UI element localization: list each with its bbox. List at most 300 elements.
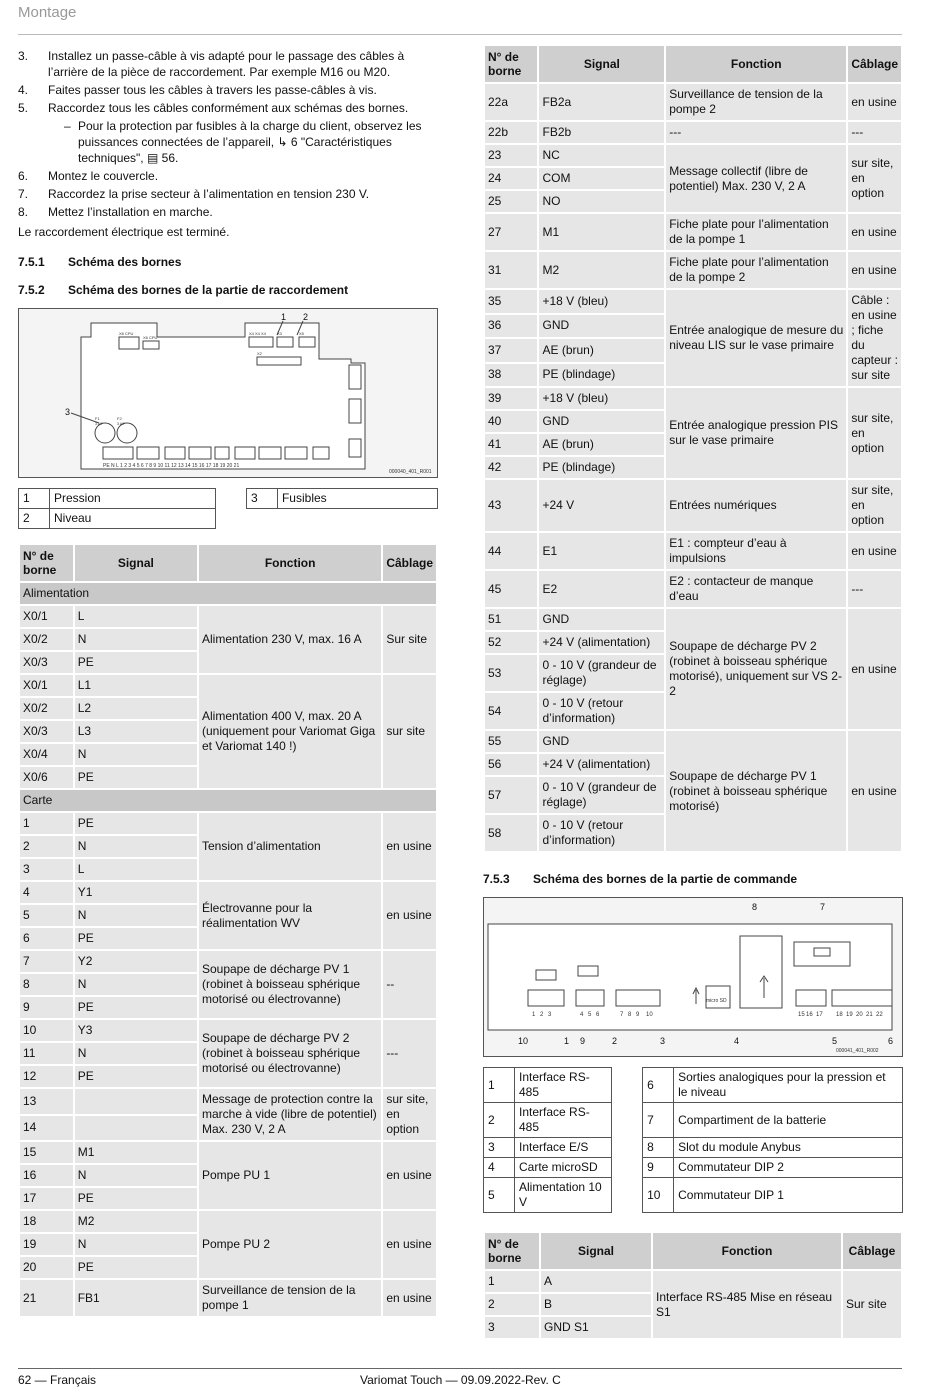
legend-gap — [215, 509, 246, 529]
table-row — [20, 1211, 436, 1232]
step-item — [18, 168, 438, 184]
signal: GND S1 — [541, 1317, 651, 1338]
wiring: en usine — [848, 609, 901, 729]
table-row — [485, 480, 901, 531]
terminal-number-label: 17 — [816, 1012, 823, 1018]
legend-number: Niveau — [50, 509, 216, 529]
wiring: en usine — [848, 252, 901, 288]
callout-1: 1 — [564, 1036, 570, 1046]
terminal-number-label: 20 — [856, 1012, 863, 1018]
terminal-number: 22b — [485, 122, 537, 143]
signal: PE — [75, 928, 197, 949]
table-row — [485, 731, 901, 752]
terminal-number-label: 8 — [628, 1012, 632, 1018]
step-item — [18, 48, 438, 80]
legend-gap — [612, 1178, 643, 1213]
header-borne: N° de borne — [485, 46, 537, 82]
function: Surveillance de tension de la pompe 1 — [199, 1280, 381, 1316]
legend-number: Interface RS-485 — [515, 1068, 612, 1103]
terminal-number: 1 — [20, 813, 73, 834]
wiring: --- — [848, 122, 901, 143]
signal: GND — [539, 411, 664, 432]
figure-code: 000040_401_R001 — [389, 469, 432, 475]
legend-number: 1 — [484, 1068, 515, 1103]
wiring: en usine — [383, 1142, 436, 1209]
wiring: en usine — [848, 84, 901, 120]
wiring: --- — [383, 1020, 436, 1087]
terminal-number: 10 — [20, 1020, 73, 1041]
header-cablage: Câblage — [843, 1233, 901, 1269]
signal: PE — [75, 997, 197, 1018]
table-row — [20, 882, 436, 903]
terminal-number: 18 — [20, 1211, 73, 1232]
signal — [75, 1116, 197, 1141]
terminal-number: 19 — [20, 1234, 73, 1255]
function: Électrovanne pour la réalimentation WV — [199, 882, 381, 949]
signal: GND — [539, 609, 664, 630]
done-text: Le raccordement électrique est terminé. — [18, 225, 230, 239]
table-row — [20, 675, 436, 696]
step-text: Installez un passe-câble à vis adapté pour le passage des câbles à l’arrière de la pièce de raccordement. Par exemple M16 ou M20. — [48, 49, 405, 79]
terminal-number-label: 4 — [580, 1012, 584, 1018]
function: Pompe PU 1 — [199, 1142, 381, 1209]
wiring: en usine — [848, 533, 901, 569]
terminal-number: 3 — [20, 859, 73, 880]
function: Soupape de décharge PV 1 (robinet à boisseau sphérique motorisé) — [666, 731, 846, 851]
table-row — [485, 1271, 901, 1292]
callout-2: 2 — [303, 312, 309, 322]
legend-label: Slot du module Anybus — [674, 1138, 903, 1158]
wiring: sur site, en option — [848, 145, 901, 212]
terminal-number: 55 — [485, 731, 537, 752]
table-row — [485, 609, 901, 630]
terminal-number: 25 — [485, 191, 537, 212]
signal: PE (blindage) — [539, 364, 664, 387]
terminal-number: 20 — [20, 1257, 73, 1278]
signal: L1 — [75, 675, 197, 696]
header-borne: N° de borne — [485, 1233, 539, 1269]
signal: AE (brun) — [539, 339, 664, 362]
legend-number: Interface E/S — [515, 1138, 612, 1158]
terminal-number: 2 — [20, 836, 73, 857]
terminal-number: 39 — [485, 388, 537, 409]
wiring: sur site, en option — [848, 480, 901, 531]
right-column — [483, 44, 903, 1340]
signal: N — [75, 629, 197, 650]
step-number: 3. — [18, 49, 29, 63]
function: E2 : contacteur de manque d’eau — [666, 571, 846, 607]
section-7-5-3: 7.5.3 Schéma des bornes de la partie de commande — [483, 872, 798, 886]
signal: +24 V — [539, 480, 664, 531]
signal: L2 — [75, 698, 197, 719]
signal: +18 V (bleu) — [539, 388, 664, 409]
function: Tension d’alimentation — [199, 813, 381, 880]
terminal-diagram-control — [483, 897, 903, 1057]
legend-gap — [612, 1103, 643, 1138]
terminal-table-connection — [18, 543, 438, 1318]
terminal-number: 23 — [485, 145, 537, 166]
terminal-number-label: 7 — [620, 1012, 624, 1018]
signal: PE — [75, 1066, 197, 1087]
signal: 0 - 10 V (grandeur de réglage) — [539, 655, 664, 691]
legend-number: Carte microSD — [515, 1158, 612, 1178]
function: Entrée analogique pression PIS sur le vase primaire — [666, 388, 846, 478]
terminal-number-label: 5 — [588, 1012, 592, 1018]
terminal-number: 17 — [20, 1188, 73, 1209]
step-item — [18, 204, 438, 220]
signal: Y3 — [75, 1020, 197, 1041]
signal: Y1 — [75, 882, 197, 903]
terminal-number: 52 — [485, 632, 537, 653]
table-row — [20, 1020, 436, 1041]
legend-label: Fusibles — [277, 489, 437, 509]
terminal-number: 6 — [20, 928, 73, 949]
chip-label: X6 CPU — [143, 335, 158, 340]
terminal-number: 36 — [485, 315, 537, 338]
terminal-number: 31 — [485, 252, 537, 288]
signal: +24 V (alimentation) — [539, 754, 664, 775]
signal: 0 - 10 V (retour d’information) — [539, 693, 664, 729]
signal: E2 — [539, 571, 664, 607]
terminal-number: X0/2 — [20, 698, 73, 719]
function: Soupape de décharge PV 2 (robinet à boisseau sphérique motorisé), uniquement sur VS 2-2 — [666, 609, 846, 729]
signal: PE — [75, 767, 197, 788]
terminal-number: 44 — [485, 533, 537, 569]
figure-code: 000041_401_R002 — [836, 1048, 879, 1054]
page-number: 62 — Français — [18, 1373, 97, 1387]
signal: PE (blindage) — [539, 457, 664, 478]
table-row — [20, 951, 436, 972]
signal: Y2 — [75, 951, 197, 972]
terminal-number: 43 — [485, 480, 537, 531]
terminal-number-label: 1 — [532, 1012, 536, 1018]
table-row — [20, 813, 436, 834]
terminal-number-label: 22 — [876, 1012, 883, 1018]
signal: FB1 — [75, 1280, 197, 1316]
table-row — [485, 84, 901, 120]
terminal-number: 35 — [485, 290, 537, 313]
signal: N — [75, 1234, 197, 1255]
terminal-number-label: 3 — [548, 1012, 552, 1018]
control-board-drawing — [484, 898, 902, 1056]
wiring: Câble : en usine ; fiche du capteur : sur site — [848, 290, 901, 386]
terminal-number: 16 — [20, 1165, 73, 1186]
header-signal: Signal — [539, 46, 664, 82]
terminal-number-label: 16 — [806, 1012, 813, 1018]
terminal-number: X0/3 — [20, 652, 73, 673]
signal: L3 — [75, 721, 197, 742]
chip-label: X3 — [277, 331, 282, 336]
wiring: --- — [848, 571, 901, 607]
function: Pompe PU 2 — [199, 1211, 381, 1278]
legend-number: 2 — [19, 509, 50, 529]
header-signal: Signal — [541, 1233, 651, 1269]
terminal-number: 45 — [485, 571, 537, 607]
signal: A — [541, 1271, 651, 1292]
step-number: 8. — [18, 205, 29, 219]
legend-label: Commutateur DIP 1 — [674, 1178, 903, 1213]
terminal-number: 56 — [485, 754, 537, 775]
chip-label: X2 — [257, 351, 262, 356]
wiring: Sur site — [383, 606, 436, 673]
signal: GND — [539, 315, 664, 338]
table-row — [485, 122, 901, 143]
terminal-number: 22a — [485, 84, 537, 120]
document-reference: Variomat Touch — 09.09.2022-Rev. C — [360, 1373, 561, 1387]
terminal-number: 8 — [20, 974, 73, 995]
signal: B — [541, 1294, 651, 1315]
terminal-number: 12 — [20, 1066, 73, 1087]
step-text: Raccordez tous les câbles conformément aux schémas des bornes. — [48, 101, 409, 115]
legend-number — [246, 509, 277, 529]
table-row — [485, 214, 901, 250]
terminal-number: 53 — [485, 655, 537, 691]
step-item — [18, 186, 438, 202]
chip-label: X5 — [299, 331, 304, 336]
legend-number: 9 — [643, 1158, 674, 1178]
signal: M2 — [75, 1211, 197, 1232]
signal: M2 — [539, 252, 664, 288]
step-text: Pour la protection par fusibles à la charge du client, observez les puissances connectées de l’appareil, ↳ 6 "Caractéristiques techniques", ▤ 56. — [78, 119, 422, 165]
function: Entrées numériques — [666, 480, 846, 531]
terminal-table-connection-continued — [483, 44, 903, 853]
terminal-number: 21 — [20, 1280, 73, 1316]
wiring: sur site — [383, 675, 436, 788]
terminal-number-label: 21 — [866, 1012, 873, 1018]
table-header-row — [485, 1233, 901, 1269]
function: Interface RS-485 Mise en réseau S1 — [653, 1271, 841, 1338]
step-number: 4. — [18, 83, 29, 97]
table-row — [485, 571, 901, 607]
steps-list — [18, 48, 438, 220]
terminal-number: 41 — [485, 434, 537, 455]
legend-number: 7 — [643, 1103, 674, 1138]
table-row — [20, 606, 436, 627]
terminal-number: 58 — [485, 815, 537, 851]
signal: +18 V (bleu) — [539, 290, 664, 313]
terminal-number: 5 — [20, 905, 73, 926]
wiring: en usine — [848, 731, 901, 851]
legend-number: 2 — [484, 1103, 515, 1138]
wiring: -- — [383, 951, 436, 1018]
section-7-5-1: 7.5.1 Schéma des bornes — [18, 255, 182, 269]
signal: L — [75, 859, 197, 880]
step-text: Faites passer tous les câbles à travers les passe-câbles à vis. — [48, 83, 377, 97]
chip-label: X6 CPU — [119, 331, 134, 336]
callout-8: 8 — [752, 902, 758, 912]
legend-number: 5 — [484, 1178, 515, 1213]
figure-legend-control — [483, 1067, 903, 1213]
header-fonction: Fonction — [653, 1233, 841, 1269]
terminal-number: 4 — [20, 882, 73, 903]
legend-label — [277, 509, 437, 529]
signal: +24 V (alimentation) — [539, 632, 664, 653]
terminal-number: 40 — [485, 411, 537, 432]
table-row — [20, 1280, 436, 1316]
function: Alimentation 400 V, max. 20 A (uniquement pour Variomat Giga et Variomat 140 !) — [199, 675, 381, 788]
terminal-number: 14 — [20, 1116, 73, 1141]
legend-label: Sorties analogiques pour la pression et le niveau — [674, 1068, 903, 1103]
group-title: Carte — [20, 790, 436, 811]
figure-legend-connection — [18, 488, 438, 529]
callout-5: 5 — [832, 1036, 838, 1046]
header-divider — [18, 34, 902, 35]
terminal-number: 11 — [20, 1043, 73, 1064]
header-signal: Signal — [75, 545, 197, 581]
table-header-row — [485, 46, 901, 82]
signal: COM — [539, 168, 664, 189]
function: Fiche plate pour l’alimentation de la pompe 2 — [666, 252, 846, 288]
legend-row — [484, 1103, 903, 1138]
wiring: en usine — [383, 1280, 436, 1316]
wiring: en usine — [383, 1211, 436, 1278]
function: --- — [666, 122, 846, 143]
header-cablage: Câblage — [383, 545, 436, 581]
group-row — [20, 583, 436, 604]
terminal-number-label: 18 — [836, 1012, 843, 1018]
group-title: Alimentation — [20, 583, 436, 604]
footer-divider — [18, 1368, 902, 1369]
chip-label: X4 X4 X4 — [249, 331, 266, 336]
terminal-number: 27 — [485, 214, 537, 250]
terminal-number: X0/4 — [20, 744, 73, 765]
terminal-number: X0/1 — [20, 675, 73, 696]
signal: PE — [75, 652, 197, 673]
legend-number: 3 — [246, 489, 277, 509]
page-header: Montage — [18, 4, 77, 21]
signal: PE — [75, 1188, 197, 1209]
step-number: 7. — [18, 187, 29, 201]
terminal-number-label: 9 — [636, 1012, 640, 1018]
table-row — [485, 388, 901, 409]
signal: AE (brun) — [539, 434, 664, 455]
legend-row — [484, 1178, 903, 1213]
function: Soupape de décharge PV 1 (robinet à boisseau sphérique motorisé ou électrovanne) — [199, 951, 381, 1018]
callout-2: 2 — [612, 1036, 618, 1046]
signal: NC — [539, 145, 664, 166]
legend-row — [19, 489, 438, 509]
signal: N — [75, 744, 197, 765]
terminal-number: 38 — [485, 364, 537, 387]
terminal-number: 3 — [485, 1317, 539, 1338]
step-text: Mettez l’installation en marche. — [48, 205, 213, 219]
legend-number: 3 — [484, 1138, 515, 1158]
table-row — [20, 1089, 436, 1114]
callout-4: 4 — [734, 1036, 740, 1046]
signal: PE — [75, 813, 197, 834]
signal: N — [75, 836, 197, 857]
table-row — [20, 1142, 436, 1163]
signal: E1 — [539, 533, 664, 569]
wiring: sur site, en option — [383, 1089, 436, 1140]
left-column — [18, 44, 438, 1318]
micro-sd-label: micro SD — [706, 998, 727, 1004]
group-row — [20, 790, 436, 811]
signal — [75, 1089, 197, 1114]
step-number: 6. — [18, 169, 29, 183]
signal: N — [75, 974, 197, 995]
function: Entrée analogique de mesure du niveau LIS sur le vase primaire — [666, 290, 846, 386]
terminal-number: 1 — [485, 1271, 539, 1292]
step-text: Raccordez la prise secteur à l’alimentation en tension 230 V. — [48, 187, 370, 201]
signal: PE — [75, 1257, 197, 1278]
terminal-number: 54 — [485, 693, 537, 729]
legend-row — [484, 1138, 903, 1158]
callout-10: 10 — [518, 1036, 529, 1046]
table-header-row — [20, 545, 436, 581]
legend-number: Alimentation 10 V — [515, 1178, 612, 1213]
terminal-number: 57 — [485, 777, 537, 813]
chip-label: F1 — [95, 416, 100, 421]
legend-gap — [215, 489, 246, 509]
legend-gap — [612, 1158, 643, 1178]
table-row — [485, 533, 901, 569]
signal: N — [75, 905, 197, 926]
header-borne: N° de borne — [20, 545, 73, 581]
table-row — [485, 145, 901, 166]
chip-label: 3 A/F — [117, 422, 126, 426]
terminal-diagram-connection — [18, 308, 438, 478]
wiring: en usine — [848, 214, 901, 250]
signal: 0 - 10 V (retour d’information) — [539, 815, 664, 851]
header-cablage: Câblage — [848, 46, 901, 82]
function: Alimentation 230 V, max. 16 A — [199, 606, 381, 673]
connection-board-drawing — [19, 309, 437, 477]
terminal-number-label: 19 — [846, 1012, 853, 1018]
legend-number: 1 — [19, 489, 50, 509]
legend-row — [19, 509, 438, 529]
terminal-number: 51 — [485, 609, 537, 630]
signal: GND — [539, 731, 664, 752]
terminal-number: X0/2 — [20, 629, 73, 650]
legend-number: 10 — [643, 1178, 674, 1213]
terminal-number: 15 — [20, 1142, 73, 1163]
legend-gap — [612, 1068, 643, 1103]
section-7-5-2: 7.5.2 Schéma des bornes de la partie de raccordement — [18, 283, 349, 297]
signal: 0 - 10 V (grandeur de réglage) — [539, 777, 664, 813]
signal: M1 — [539, 214, 664, 250]
wiring: sur site, en option — [848, 388, 901, 478]
function: Soupape de décharge PV 2 (robinet à boisseau sphérique motorisé ou électrovanne) — [199, 1020, 381, 1087]
step-item — [18, 82, 438, 98]
legend-number: 4 — [484, 1158, 515, 1178]
terminal-number: 9 — [20, 997, 73, 1018]
legend-number: 6 — [643, 1068, 674, 1103]
signal: FB2a — [539, 84, 664, 120]
terminal-number: 13 — [20, 1089, 73, 1114]
sub-step — [18, 118, 438, 166]
terminal-number-label: 6 — [596, 1012, 600, 1018]
legend-label: Commutateur DIP 2 — [674, 1158, 903, 1178]
function: Surveillance de tension de la pompe 2 — [666, 84, 846, 120]
header-fonction: Fonction — [666, 46, 846, 82]
terminal-number: X0/1 — [20, 606, 73, 627]
legend-row — [484, 1158, 903, 1178]
terminal-number: 7 — [20, 951, 73, 972]
callout-3: 3 — [65, 407, 71, 417]
terminal-number-label: 2 — [540, 1012, 544, 1018]
terminal-table-control — [483, 1231, 903, 1340]
terminal-number-label: 15 — [798, 1012, 805, 1018]
terminal-number: 42 — [485, 457, 537, 478]
legend-gap — [612, 1138, 643, 1158]
legend-row — [484, 1068, 903, 1103]
signal: L — [75, 606, 197, 627]
wiring: Sur site — [843, 1271, 901, 1338]
signal: NO — [539, 191, 664, 212]
terminal-number: 24 — [485, 168, 537, 189]
terminal-numbers: PE N L 1 2 3 4 5 6 7 8 9 10 11 12 13 14 15 16 17 18 19 20 21 — [103, 463, 240, 469]
